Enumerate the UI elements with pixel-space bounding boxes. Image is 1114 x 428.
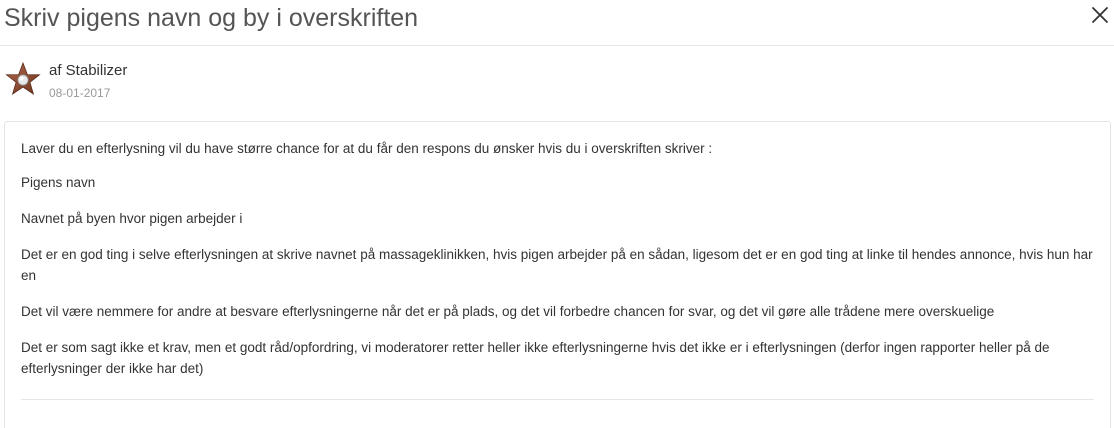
post-paragraph: Laver du en efterlysning vil du have større chance for at du får den respons du ønsker hvis du i overskriften skriver : [21, 141, 713, 156]
modal-title: Skriv pigens navn og by i overskriften [4, 4, 419, 32]
post-body [4, 121, 1111, 428]
content-divider [21, 399, 1094, 400]
post-date: 08-01-2017 [49, 86, 111, 100]
post-paragraph: Det er en god ting i selve efterlysningen at skrive navnet på massageklinikken, hvis pigen arbejder på en sådan, ligesom det er en god ting at linke til hendes annonce, hvis hun har en [21, 247, 1093, 283]
close-icon[interactable] [1090, 5, 1110, 25]
post-paragraph: Pigens navn [21, 175, 96, 190]
modal-header [0, 0, 1114, 46]
post-paragraph: Navnet på byen hvor pigen arbejder i [21, 211, 243, 226]
star-badge-icon [5, 62, 41, 98]
author-block [5, 60, 405, 104]
author-name[interactable]: af Stabilizer [49, 62, 128, 79]
post-paragraph: Det vil være nemmere for andre at besvare efterlysningerne når det er på plads, og det vil forbedre chancen for svar, og det vil gøre alle trådene mere overskuelige [21, 304, 995, 319]
post-paragraph: Det er som sagt ikke et krav, men et godt råd/opfordring, vi moderatorer retter heller ikke efterlysningerne hvis det ikke er i efterlysningen (derfor ingen rapporter heller på de efterlysninger der ikke har det) [21, 340, 1050, 376]
